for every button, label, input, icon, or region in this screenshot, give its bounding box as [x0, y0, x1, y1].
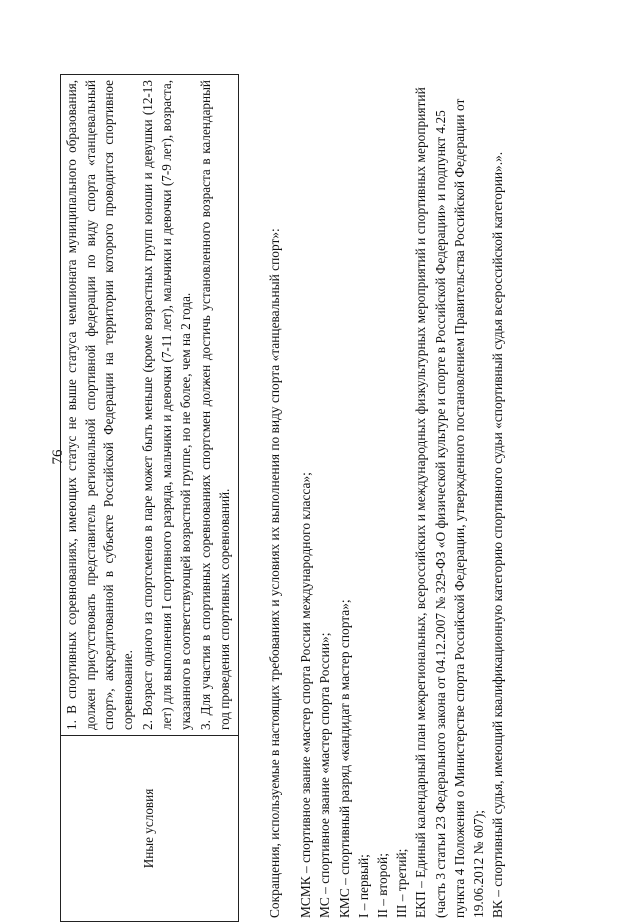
- abbreviation-item: ЕКП – Единый календарный план межрегиональных, всероссийских и международных физкультурных мероприятий и спортивных мероприятий (часть 3 статьи 23 Федерального закона от 04.12.2007 № 329-ФЗ «О физической культуре и спорте в Российской Федерации» и подпункт 4.25 пункта 4 Положения о Министерстве спорта Российской Федерации, утвержденного постановлением Правительства Российской Федерации от 19.06.2012 № 607);: [413, 87, 487, 918]
- condition-3: 3. Для участия в спортивных соревнованиях спортсмен должен достичь установленного возраста в календарный год проведения спортивных соревнований.: [198, 80, 232, 730]
- table-row: [61, 75, 239, 922]
- abbreviation-item: МСМК – спортивное звание «мастер спорта России международного класса»;: [298, 472, 314, 918]
- conditions-cell: [61, 75, 239, 736]
- abbreviation-item: ВК – спортивный судья, имеющий квалификационную категорию спортивного судьи «спортивный судья всероссийской категории».».: [490, 151, 506, 918]
- condition-2: 2. Возраст одного из спортсменов в паре может быть меньше (кроме возрастных групп юноши и девушки (12-13 лет) для выполнения I спортивного разряда, мальчики и девочки (7-11 лет), мальчики и девочки (7-9 лет), возраста, указанного в соответствующей возрастной группе, но не более, чем на 2 года.: [140, 80, 193, 730]
- row-label: Иные условия: [61, 736, 239, 922]
- page-number: 76: [50, 449, 66, 465]
- abbreviation-item: II – второй;: [375, 853, 391, 918]
- abbreviation-item: III – третий;: [394, 848, 410, 918]
- conditions-table: [60, 74, 239, 922]
- abbreviation-item: I – первый;: [355, 854, 371, 918]
- abbreviation-item: МС – спортивное звание «мастер спорта России»;: [317, 632, 333, 918]
- condition-1: 1. В спортивных соревнованиях, имеющих статус не выше статуса чемпионата муниципального образования, должен присутствовать представитель региональной спортивной федерации по виду спорта «танцевальный спорт», аккредитованной в субъекте Российской Федерации на территории которого проводится спортивное соревнование.: [64, 80, 135, 730]
- abbreviations-intro: Сокращения, используемые в настоящих требованиях и условиях их выполнения по виду спорта «танцевальный спорт»:: [267, 228, 282, 918]
- abbreviation-item: КМС – спортивный разряд «кандидат в мастер спорта»;: [336, 599, 352, 918]
- abbreviations-section: [265, 76, 507, 918]
